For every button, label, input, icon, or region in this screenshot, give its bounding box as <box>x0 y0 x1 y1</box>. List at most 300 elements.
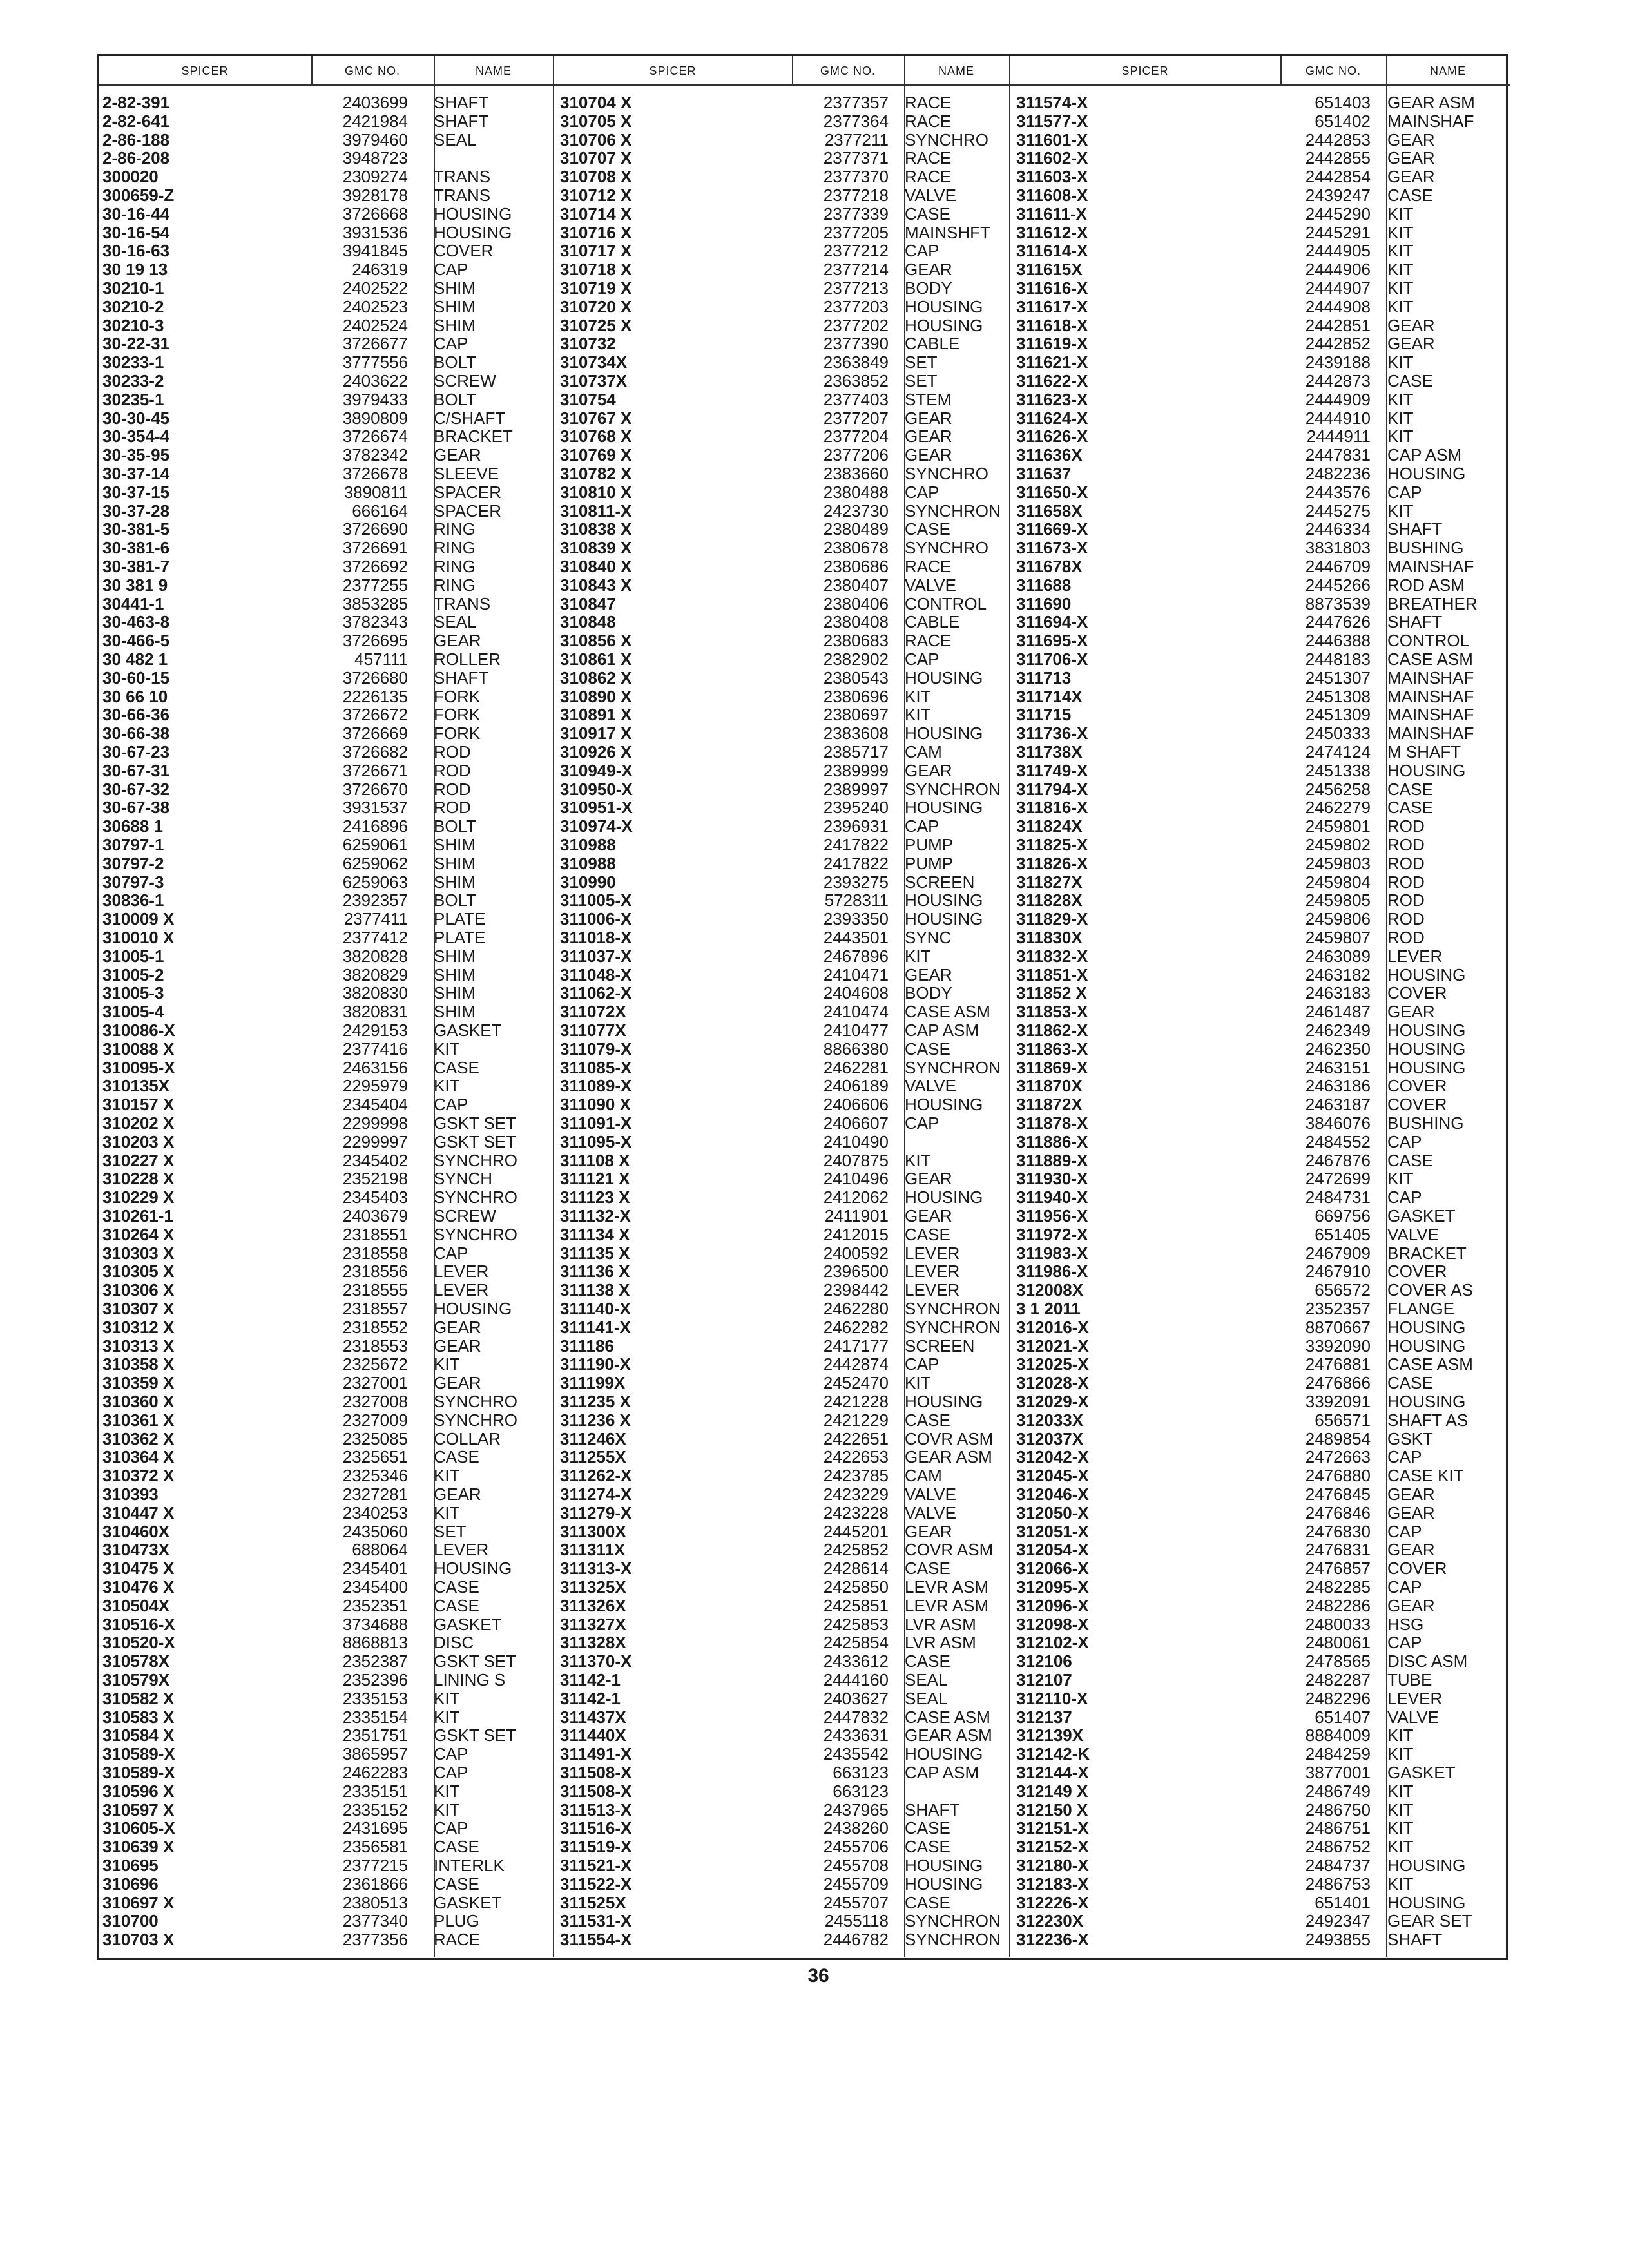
table-row <box>1010 539 1510 557</box>
table-row <box>554 1077 1010 1095</box>
table-row <box>1010 427 1510 446</box>
gmc-number: 2442854 <box>1305 168 1371 187</box>
table-row <box>554 762 1010 780</box>
column-group-2 <box>554 56 1010 1958</box>
spicer-number: 312051-X <box>1016 1522 1089 1541</box>
part-name: CASE <box>905 1838 950 1857</box>
gmc-number: 2421229 <box>823 1410 889 1430</box>
table-row <box>554 1021 1010 1040</box>
spicer-number: 311072X <box>560 1003 626 1022</box>
part-name: KIT <box>1387 260 1414 280</box>
spicer-number: 311508-X <box>560 1782 632 1801</box>
part-name: HOUSING <box>905 1095 983 1115</box>
table-row <box>1010 1615 1510 1634</box>
spicer-number: 311622-X <box>1016 372 1088 390</box>
part-name: GEAR <box>1387 1596 1435 1615</box>
part-name: HOUSING <box>905 798 983 818</box>
part-name: KIT <box>1387 223 1414 242</box>
part-name: HOUSING <box>434 204 512 224</box>
part-name: CASE <box>434 1838 479 1857</box>
part-name: KIT <box>1387 353 1414 372</box>
part-name: KIT <box>1387 297 1414 316</box>
part-name: SYNCHRON <box>905 1318 1001 1337</box>
spicer-number: 30-66-38 <box>102 724 170 744</box>
part-name: CASE <box>905 1039 950 1059</box>
spicer-number: 310697 X <box>102 1893 175 1912</box>
spicer-number: 310950-X <box>560 780 633 799</box>
part-name: HOUSING <box>1387 965 1466 985</box>
spicer-number: 311246X <box>560 1429 626 1448</box>
gmc-number: 2493855 <box>1305 1930 1371 1950</box>
spicer-number: 30797-1 <box>102 836 164 854</box>
table-row <box>99 724 554 743</box>
table-row <box>1010 1930 1510 1949</box>
part-name: VALVE <box>905 575 956 595</box>
spicer-number: 30-67-32 <box>102 780 170 799</box>
part-name: KIT <box>905 706 931 725</box>
spicer-number: 311327X <box>560 1615 626 1634</box>
table-row <box>554 1281 1010 1300</box>
part-name: LEVER <box>434 1541 489 1560</box>
gmc-number: 656572 <box>1315 1281 1371 1300</box>
gmc-number: 2377211 <box>824 130 889 149</box>
spicer-number: 311095-X <box>560 1132 632 1151</box>
part-name: GEAR <box>434 1336 481 1356</box>
table-row <box>1010 1541 1510 1559</box>
gmc-number: 3948723 <box>342 149 408 168</box>
spicer-number: 311869-X <box>1016 1058 1088 1077</box>
table-row <box>554 780 1010 799</box>
gmc-number: 8873539 <box>1305 594 1371 613</box>
table-row <box>1010 1597 1510 1615</box>
spicer-number: 311738X <box>1016 743 1083 762</box>
spicer-number: 310447 X <box>102 1503 175 1523</box>
gmc-number: 2352387 <box>342 1652 408 1671</box>
gmc-number: 3726677 <box>342 334 408 354</box>
table-row <box>99 1225 554 1244</box>
part-name: CAP <box>905 817 940 836</box>
spicer-number: 312142-K <box>1016 1745 1090 1764</box>
part-name: HOUSING <box>905 891 983 910</box>
gmc-number: 2380686 <box>823 557 889 576</box>
part-name: MAINSHAF <box>1387 557 1474 576</box>
table-row <box>99 1355 554 1374</box>
table-row <box>1010 1411 1510 1430</box>
part-name: HOUSING <box>905 1856 983 1875</box>
part-name: HOUSING <box>905 1188 983 1207</box>
part-name: GEAR <box>905 446 952 465</box>
part-name: SHAFT AS <box>1387 1410 1469 1430</box>
column-divider <box>311 56 313 84</box>
gmc-number: 2421228 <box>823 1392 889 1411</box>
part-name: KIT <box>905 1151 931 1170</box>
part-name: SYNCHRO <box>434 1151 518 1170</box>
table-row <box>554 1374 1010 1392</box>
table-row <box>99 928 554 947</box>
table-row <box>1010 1281 1510 1300</box>
part-name: SET <box>905 372 938 390</box>
spicer-number: 312050-X <box>1016 1503 1089 1523</box>
table-row <box>1010 650 1510 669</box>
gmc-number: 2447626 <box>1305 613 1371 632</box>
gmc-number: 2446709 <box>1305 557 1371 576</box>
part-name: CASE <box>434 1058 479 1077</box>
part-name: SYNC <box>905 928 952 947</box>
spicer-number: 30-35-95 <box>102 446 170 465</box>
spicer-number: 311077X <box>560 1021 626 1040</box>
spicer-number: 311862-X <box>1016 1021 1088 1040</box>
part-name: HOUSING <box>434 223 512 242</box>
spicer-number: 312066-X <box>1016 1559 1089 1579</box>
gmc-number: 2335151 <box>342 1782 408 1801</box>
spicer-number: 310135X <box>102 1077 170 1096</box>
part-name: HOUSING <box>905 724 983 744</box>
gmc-number: 2377412 <box>342 928 408 947</box>
spicer-number: 310768 X <box>560 427 632 447</box>
table-row <box>99 1856 554 1875</box>
spicer-number: 30235-1 <box>102 390 164 409</box>
gmc-number: 2444910 <box>1305 408 1371 428</box>
table-row <box>554 1689 1010 1708</box>
table-row <box>554 891 1010 910</box>
part-name: LEVER <box>434 1262 489 1282</box>
table-row <box>1010 1337 1510 1356</box>
part-name: HOUSING <box>434 1559 512 1579</box>
gmc-number: 2403679 <box>342 1207 408 1225</box>
gmc-number: 2486753 <box>1305 1874 1371 1894</box>
gmc-number: 3726668 <box>342 204 408 224</box>
spicer-number: 310261-1 <box>102 1207 173 1225</box>
gmc-number: 656571 <box>1315 1410 1371 1430</box>
spicer-number: 30233-1 <box>102 353 164 372</box>
spicer-number: 311830X <box>1016 928 1083 947</box>
part-name: KIT <box>1387 1745 1414 1764</box>
part-name: GEAR <box>434 1485 481 1504</box>
table-row <box>99 224 554 242</box>
table-row <box>1010 1133 1510 1151</box>
table-row <box>1010 1151 1510 1170</box>
part-name: COLLAR <box>434 1429 501 1448</box>
gmc-number: 651407 <box>1315 1707 1371 1727</box>
spicer-number: 310708 X <box>560 168 632 187</box>
part-name: CAP <box>1387 1522 1422 1541</box>
gmc-number: 8866380 <box>823 1039 889 1059</box>
spicer-number: 310988 <box>560 854 616 873</box>
part-name: FORK <box>434 687 481 706</box>
spicer-number: 311853-X <box>1016 1003 1088 1022</box>
table-row <box>1010 168 1510 186</box>
table-row <box>554 576 1010 595</box>
table-row <box>554 1597 1010 1615</box>
spicer-number: 311832-X <box>1016 947 1088 966</box>
part-name: HOUSING <box>905 1874 983 1894</box>
part-name: SHIM <box>434 297 476 316</box>
table-row <box>99 1337 554 1356</box>
spicer-number: 30441-1 <box>102 594 164 613</box>
table-row <box>1010 390 1510 409</box>
table-row <box>99 1819 554 1838</box>
table-row <box>99 1652 554 1671</box>
gmc-number: 3726690 <box>342 520 408 539</box>
gmc-number: 2476866 <box>1305 1374 1371 1393</box>
part-name: LEVER <box>1387 1689 1443 1708</box>
gmc-number: 2429153 <box>342 1021 408 1040</box>
spicer-number: 311694-X <box>1016 613 1088 632</box>
gmc-number: 2476831 <box>1305 1541 1371 1560</box>
gmc-number: 2459803 <box>1305 854 1371 873</box>
part-name: SYNCHRO <box>905 539 989 558</box>
table-row <box>1010 353 1510 372</box>
spicer-number: 310704 X <box>560 93 632 112</box>
part-name: SEAL <box>905 1671 948 1689</box>
spicer-number: 310839 X <box>560 539 632 558</box>
table-row <box>1010 1021 1510 1040</box>
table-row <box>1010 1912 1510 1930</box>
table-row <box>99 1689 554 1708</box>
spicer-number: 311091-X <box>560 1114 632 1133</box>
part-name: CASE <box>905 520 950 539</box>
part-name: GEAR <box>905 1207 952 1225</box>
gmc-number: 2442874 <box>823 1355 889 1374</box>
table-row <box>99 390 554 409</box>
table-row <box>99 1077 554 1095</box>
spicer-number: 311370-X <box>560 1652 632 1671</box>
spicer-number: 311706-X <box>1016 650 1088 669</box>
table-row <box>1010 836 1510 854</box>
part-name: SEAL <box>905 1689 948 1708</box>
gmc-number: 2476857 <box>1305 1559 1371 1579</box>
part-name: HOUSING <box>905 910 983 929</box>
spicer-number: 30210-2 <box>102 297 164 316</box>
gmc-number: 2352351 <box>342 1596 408 1615</box>
part-name: SHIM <box>434 279 476 298</box>
gmc-number: 2463089 <box>1305 947 1371 966</box>
spicer-number: 312016-X <box>1016 1318 1089 1337</box>
part-name: KIT <box>1387 1800 1414 1820</box>
part-name: RING <box>434 539 476 558</box>
table-row <box>1010 910 1510 928</box>
gmc-number: 3392090 <box>1305 1336 1371 1356</box>
spicer-number: 311531-X <box>560 1912 632 1931</box>
part-name: HOUSING <box>905 1392 983 1411</box>
part-name: GASKET <box>1387 1763 1456 1782</box>
gmc-number: 2389997 <box>823 780 889 799</box>
gmc-number: 2482236 <box>1305 465 1371 483</box>
gmc-number: 2423785 <box>823 1466 889 1486</box>
gmc-number: 6259061 <box>342 836 408 854</box>
part-name: GASKET <box>434 1021 502 1040</box>
part-name: LINING S <box>434 1671 506 1689</box>
spicer-number: 311048-X <box>560 965 632 985</box>
part-name: LVR ASM <box>905 1633 976 1653</box>
part-name: CASE KIT <box>1387 1466 1464 1486</box>
spicer-number: 311794-X <box>1016 780 1088 799</box>
table-row <box>554 687 1010 706</box>
part-name: CONTROL <box>1387 631 1470 651</box>
gmc-number: 2404608 <box>823 984 889 1003</box>
gmc-number: 2377204 <box>823 427 889 447</box>
part-name: SYNCHRON <box>905 1300 1001 1318</box>
gmc-number: 2482286 <box>1305 1596 1371 1615</box>
part-name: CAP <box>1387 1578 1422 1597</box>
part-name: BUSHING <box>1387 1114 1464 1133</box>
part-name: LEVER <box>434 1281 489 1300</box>
spicer-number: 311521-X <box>560 1856 632 1875</box>
spicer-number: 311516-X <box>560 1819 632 1838</box>
part-name: BOLT <box>434 817 476 836</box>
gmc-number: 2433631 <box>823 1726 889 1745</box>
part-name: SYNCHRO <box>434 1392 518 1411</box>
table-row <box>99 1763 554 1782</box>
gmc-number: 3890811 <box>343 483 408 502</box>
spicer-number: 30-60-15 <box>102 668 170 687</box>
header-spicer: SPICER <box>649 64 697 77</box>
table-row <box>99 910 554 928</box>
gmc-number: 2325672 <box>342 1355 408 1374</box>
table-row <box>554 1188 1010 1207</box>
table-row <box>99 1838 554 1856</box>
table-row <box>99 93 554 112</box>
column-group-3 <box>1010 56 1510 1958</box>
spicer-number: 300020 <box>102 168 159 187</box>
gmc-number: 2407875 <box>823 1151 889 1170</box>
table-row <box>554 446 1010 465</box>
gmc-number: 2377416 <box>342 1039 408 1059</box>
table-row <box>554 613 1010 631</box>
spicer-number: 311089-X <box>560 1077 632 1096</box>
gmc-number: 2410477 <box>823 1021 889 1040</box>
spicer-number: 310719 X <box>560 279 632 298</box>
gmc-number: 2444909 <box>1305 390 1371 409</box>
table-row <box>99 502 554 521</box>
gmc-number: 2382902 <box>823 650 889 669</box>
part-name: ROD <box>1387 891 1425 910</box>
spicer-number: 310303 X <box>102 1244 175 1263</box>
spicer-number: 31005-3 <box>102 984 164 1003</box>
part-name: KIT <box>1387 279 1414 298</box>
spicer-number: 310475 X <box>102 1559 175 1579</box>
table-row <box>554 353 1010 372</box>
table-row <box>554 557 1010 576</box>
spicer-number: 310810 X <box>560 483 632 502</box>
table-row <box>1010 1262 1510 1281</box>
gmc-number: 2377339 <box>823 204 889 224</box>
table-row <box>99 1003 554 1021</box>
part-name: FORK <box>434 706 481 725</box>
spicer-number: 311141-X <box>560 1318 631 1337</box>
gmc-number: 3846076 <box>1305 1114 1371 1133</box>
part-name: LEVER <box>905 1244 960 1263</box>
table-row <box>554 1838 1010 1856</box>
spicer-number: 312149 X <box>1016 1782 1088 1801</box>
spicer-number: 312029-X <box>1016 1392 1089 1411</box>
gmc-number: 2442853 <box>1305 130 1371 149</box>
spicer-number: 310086-X <box>102 1021 175 1040</box>
gmc-number: 2327001 <box>342 1374 408 1393</box>
part-name: TRANS <box>434 594 491 613</box>
gmc-number: 2459801 <box>1305 817 1371 836</box>
table-row <box>554 743 1010 762</box>
spicer-number: 311626-X <box>1016 427 1088 447</box>
gmc-number: 5728311 <box>824 891 889 910</box>
table-row <box>99 112 554 131</box>
table-row <box>99 576 554 595</box>
spicer-number: 311018-X <box>560 928 632 947</box>
spicer-number: 311826-X <box>1016 854 1088 873</box>
part-name: CAP <box>434 1763 468 1782</box>
spicer-number: 311983-X <box>1016 1244 1088 1263</box>
spicer-number: 311611-X <box>1016 204 1087 224</box>
gmc-number: 2459807 <box>1305 928 1371 947</box>
spicer-number: 311313-X <box>560 1559 632 1579</box>
header-name: NAME <box>475 64 512 77</box>
gmc-number: 2403699 <box>342 93 408 112</box>
part-name: CAP <box>905 1114 940 1133</box>
spicer-number: 310703 X <box>102 1930 175 1950</box>
spicer-number: 311262-X <box>560 1466 632 1486</box>
part-name: SYNCHRO <box>434 1225 518 1244</box>
spicer-number: 311311X <box>560 1541 626 1560</box>
table-row <box>1010 854 1510 873</box>
part-name: SHIM <box>434 1003 476 1022</box>
part-name: CAP <box>905 483 940 502</box>
gmc-number: 2421984 <box>342 111 408 131</box>
part-name: KIT <box>434 1039 460 1059</box>
table-row <box>1010 1374 1510 1392</box>
gmc-number: 2431695 <box>342 1819 408 1838</box>
page-number: 36 <box>807 1965 829 1986</box>
gmc-number: 3820831 <box>342 1003 408 1022</box>
gmc-number: 2389999 <box>823 761 889 780</box>
part-name: LVR ASM <box>905 1615 976 1634</box>
spicer-number: 311522-X <box>560 1874 632 1894</box>
part-name: HOUSING <box>1387 1021 1466 1040</box>
table-row <box>554 650 1010 669</box>
table-row <box>99 539 554 557</box>
gmc-number: 2452470 <box>823 1374 889 1393</box>
part-name: KIT <box>1387 242 1414 261</box>
gmc-number: 2463182 <box>1305 965 1371 985</box>
table-row <box>99 149 554 168</box>
spicer-number: 310695 <box>102 1856 159 1875</box>
part-name: VALVE <box>1387 1707 1439 1727</box>
spicer-number: 310717 X <box>560 242 632 261</box>
table-row <box>1010 1671 1510 1689</box>
part-name: CAP <box>905 650 940 669</box>
header-gmc: GMC NO. <box>345 64 400 77</box>
table-row <box>99 131 554 149</box>
spicer-number: 310504X <box>102 1596 170 1615</box>
spicer-number: 311824X <box>1016 817 1083 836</box>
spicer-number: 312144-X <box>1016 1763 1089 1782</box>
spicer-number: 30-30-45 <box>102 408 170 428</box>
spicer-number: 310305 X <box>102 1262 175 1282</box>
table-row <box>554 502 1010 521</box>
table-row <box>554 149 1010 168</box>
spicer-number: 312139X <box>1016 1726 1084 1745</box>
spicer-number: 30-67-31 <box>102 761 170 780</box>
part-name: BODY <box>905 279 952 298</box>
header-name: NAME <box>938 64 974 77</box>
part-name: HOUSING <box>905 1745 983 1764</box>
spicer-number: 311085-X <box>560 1058 632 1077</box>
spicer-number: 311617-X <box>1016 297 1088 316</box>
gmc-number: 2380407 <box>823 575 889 595</box>
part-name: SHIM <box>434 984 476 1003</box>
spicer-number: 310597 X <box>102 1800 175 1820</box>
table-row <box>1010 1207 1510 1225</box>
spicer-number: 311513-X <box>560 1800 632 1820</box>
